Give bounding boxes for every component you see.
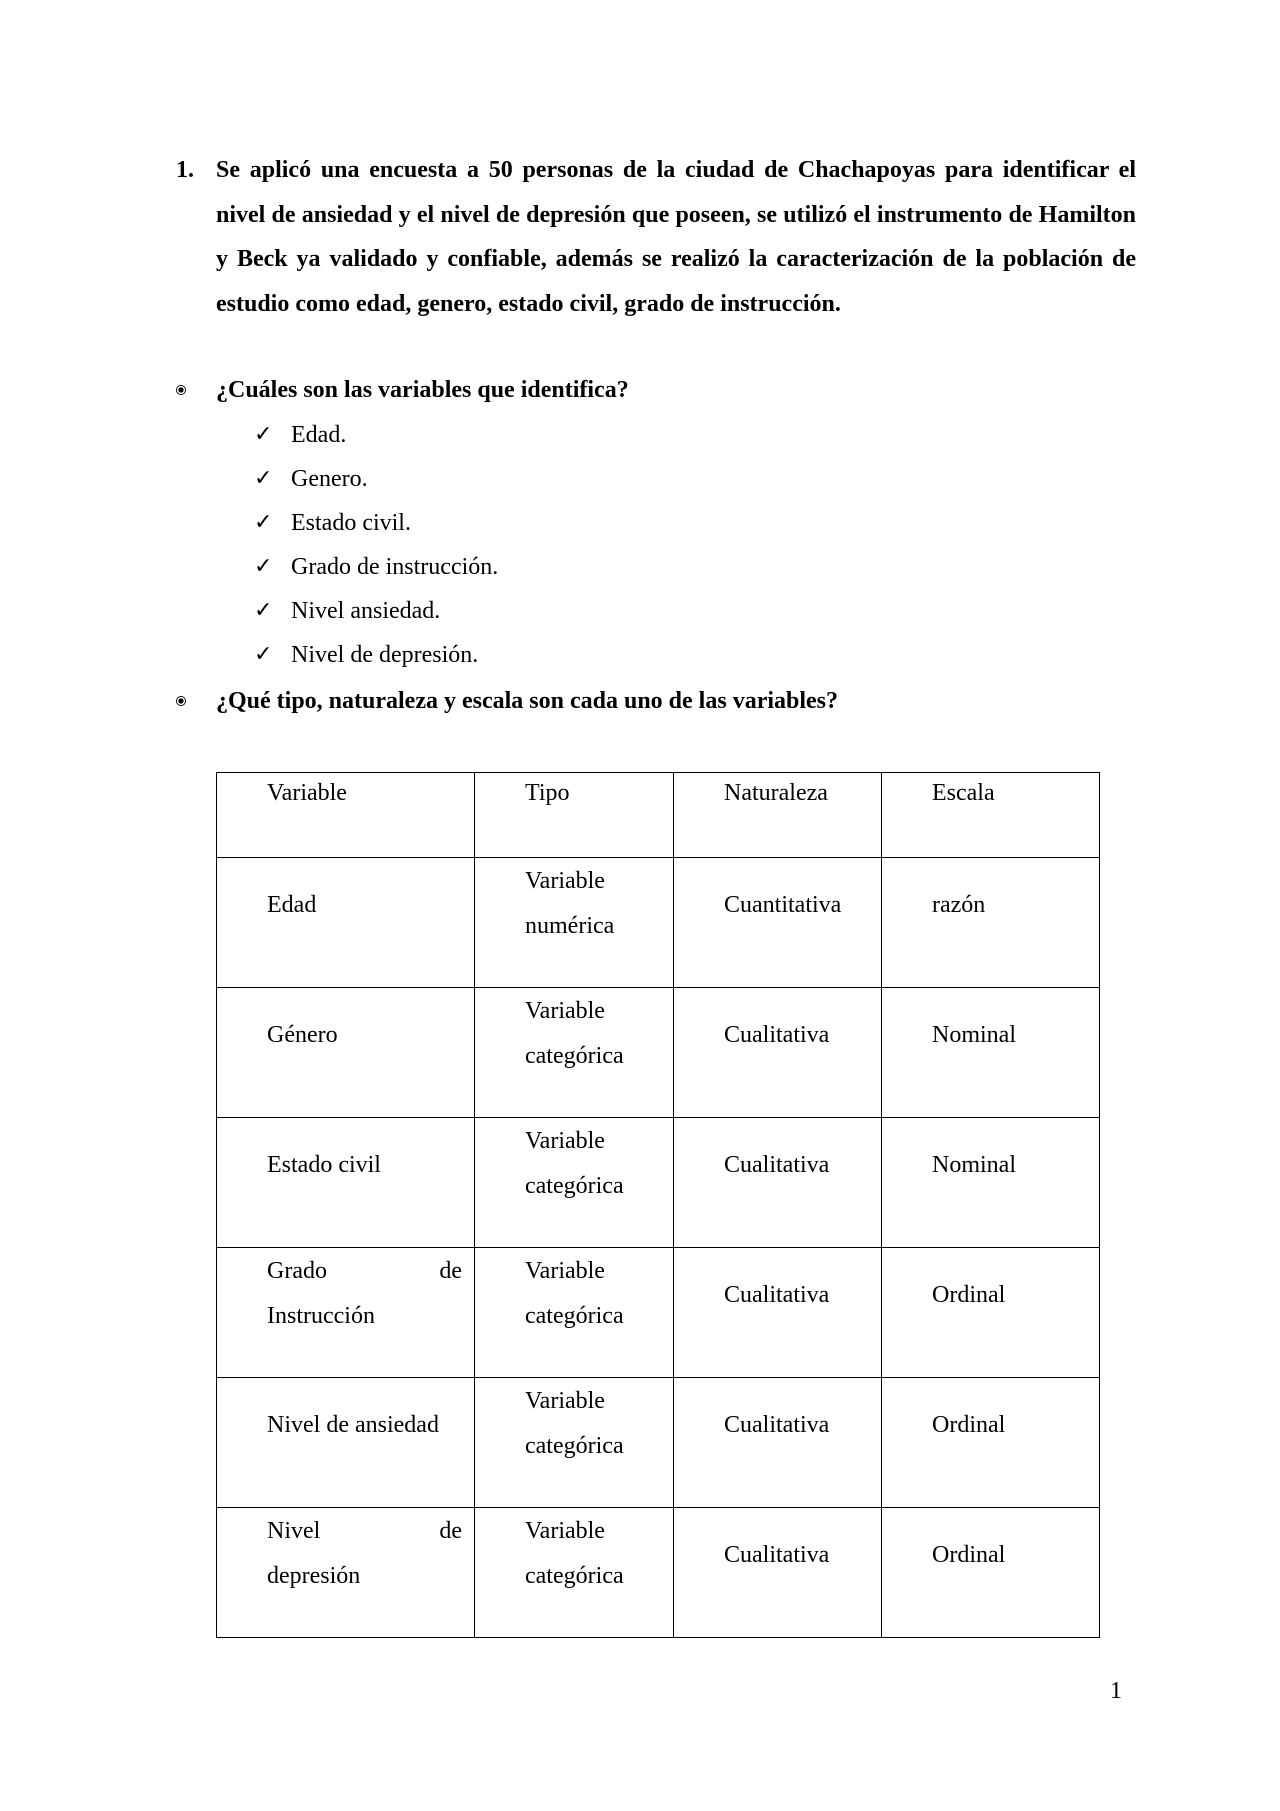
cell-naturaleza <box>674 988 882 1118</box>
cell-text: categórica <box>525 1042 624 1069</box>
cell-justified-line <box>267 1249 462 1294</box>
cell-text: Variable <box>525 998 605 1024</box>
cell-text-block <box>525 1249 661 1338</box>
cell-text: Género <box>267 1022 338 1048</box>
cell-text: Ordinal <box>932 1542 1006 1568</box>
check-mark-icon: ✓ <box>254 466 273 491</box>
cell-text: categórica <box>525 1172 624 1199</box>
cell-text: Ordinal <box>932 1282 1006 1308</box>
cell-tipo <box>475 858 674 988</box>
variables-table <box>216 772 1100 1638</box>
bullet-dot-icon <box>176 696 186 706</box>
table-row <box>217 1378 1100 1508</box>
cell-text-block <box>267 1509 462 1598</box>
header-cell <box>882 773 1100 858</box>
cell-text-block <box>525 859 661 948</box>
cell-text: Cualitativa <box>724 1542 830 1568</box>
cell-text: Nominal <box>932 1022 1016 1048</box>
cell-text: Cualitativa <box>724 1152 830 1178</box>
cell-variable <box>217 988 475 1118</box>
cell-text: categórica <box>525 1432 624 1459</box>
cell-text: Estado civil <box>267 1152 381 1178</box>
variable-item-text: Edad. <box>291 422 347 448</box>
header-variable: Variable <box>267 780 347 806</box>
cell-text: Cualitativa <box>724 1282 830 1308</box>
check-mark-icon: ✓ <box>254 554 273 579</box>
cell-tipo <box>475 1378 674 1508</box>
cell-text: Cualitativa <box>724 1022 830 1048</box>
question-text: Se aplicó una encuesta a 50 personas de la ciudad de Chachapoyas para identificar el nivel de ansiedad y el nivel de depresión que poseen, se utilizó el instrumento de Hamilton y Beck ya validado y confiable, además se realizó la caracterización de la población de estudio como edad, genero, estado civil, grado de instrucción. <box>216 157 1136 317</box>
cell-variable <box>217 1248 475 1378</box>
cell-text: Variable <box>525 1518 605 1544</box>
check-mark-icon: ✓ <box>254 510 273 535</box>
cell-naturaleza <box>674 858 882 988</box>
header-cell <box>217 773 475 858</box>
page-number: 1 <box>1110 1678 1122 1704</box>
cell-escala <box>882 1248 1100 1378</box>
cell-tipo <box>475 1508 674 1638</box>
cell-text: depresión <box>267 1562 361 1589</box>
cell-text: de <box>439 1258 462 1284</box>
check-mark-icon: ✓ <box>254 642 273 667</box>
header-naturaleza: Naturaleza <box>724 780 828 806</box>
cell-text-block <box>525 989 661 1078</box>
cell-text: Variable <box>525 1388 605 1414</box>
header-cell <box>674 773 882 858</box>
cell-variable <box>217 1118 475 1248</box>
cell-variable <box>217 858 475 988</box>
cell-text: Variable <box>525 868 605 894</box>
cell-tipo <box>475 1248 674 1378</box>
cell-text: Variable <box>525 1128 605 1154</box>
check-mark-icon: ✓ <box>254 422 273 447</box>
cell-text: razón <box>932 892 986 918</box>
cell-escala <box>882 1508 1100 1638</box>
cell-escala <box>882 988 1100 1118</box>
cell-variable <box>217 1378 475 1508</box>
variable-item-text: Grado de instrucción. <box>291 554 499 580</box>
cell-naturaleza <box>674 1508 882 1638</box>
cell-escala <box>882 1378 1100 1508</box>
table-row <box>217 988 1100 1118</box>
question-number: 1. <box>176 157 194 183</box>
cell-text-block <box>525 1379 661 1468</box>
cell-text: Variable <box>525 1258 605 1284</box>
cell-text: categórica <box>525 1562 624 1589</box>
cell-text: Grado <box>267 1258 327 1284</box>
table-row <box>217 1508 1100 1638</box>
cell-text: Ordinal <box>932 1412 1006 1438</box>
cell-escala <box>882 858 1100 988</box>
cell-text-block <box>525 1509 661 1598</box>
cell-text-block <box>525 1119 661 1208</box>
header-cell <box>475 773 674 858</box>
cell-text: numérica <box>525 912 615 939</box>
cell-text: Nivel <box>267 1518 321 1544</box>
cell-naturaleza <box>674 1248 882 1378</box>
cell-text: categórica <box>525 1302 624 1329</box>
cell-escala <box>882 1118 1100 1248</box>
bullet-question-text: ¿Qué tipo, naturaleza y escala son cada uno de las variables? <box>216 688 839 714</box>
variable-item-text: Nivel ansiedad. <box>291 598 441 624</box>
table-row <box>217 1248 1100 1378</box>
cell-justified-line <box>267 1509 462 1554</box>
cell-text: de <box>439 1518 462 1544</box>
cell-variable <box>217 1508 475 1638</box>
header-tipo: Tipo <box>525 780 570 806</box>
header-escala: Escala <box>932 780 995 806</box>
cell-text: Cuantitativa <box>724 892 842 918</box>
cell-text: Nominal <box>932 1152 1016 1178</box>
cell-naturaleza <box>674 1118 882 1248</box>
cell-tipo <box>475 1118 674 1248</box>
variable-item-text: Genero. <box>291 466 368 492</box>
variable-item-text: Nivel de depresión. <box>291 642 479 668</box>
bullet-question-text: ¿Cuáles son las variables que identifica? <box>216 377 629 403</box>
cell-text: Edad <box>267 892 317 918</box>
table-row <box>217 1118 1100 1248</box>
table-header-row <box>217 773 1100 858</box>
cell-text: Instrucción <box>267 1302 375 1329</box>
cell-tipo <box>475 988 674 1118</box>
cell-text: Cualitativa <box>724 1412 830 1438</box>
cell-text: Nivel de ansiedad <box>267 1412 439 1438</box>
variable-item-text: Estado civil. <box>291 510 411 536</box>
table-row <box>217 858 1100 988</box>
check-mark-icon: ✓ <box>254 598 273 623</box>
cell-text-block <box>267 1249 462 1338</box>
bullet-dot-icon <box>176 385 186 395</box>
cell-naturaleza <box>674 1378 882 1508</box>
